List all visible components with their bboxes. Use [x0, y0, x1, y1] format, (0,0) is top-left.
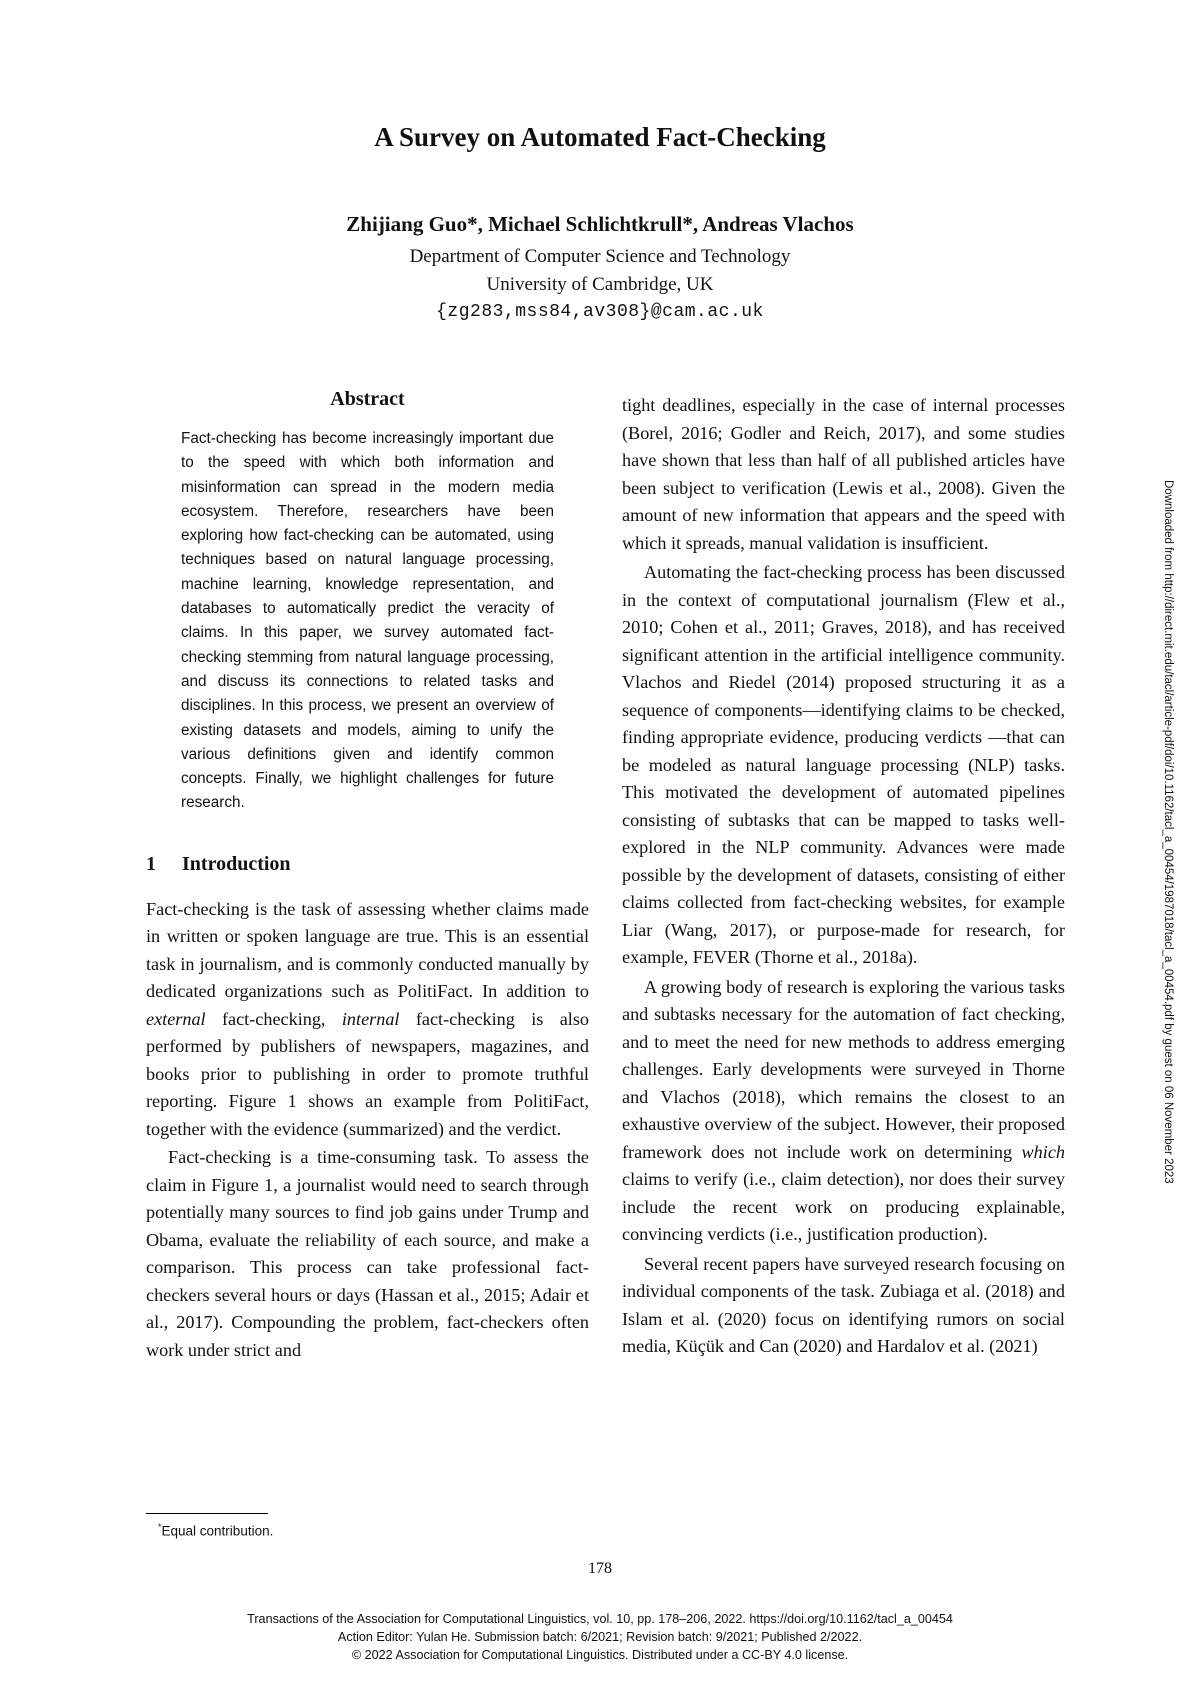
editor-batch-line: Action Editor: Yulan He. Submission batch: 6/2021; Revision batch: 9/2021; Published 2/2022. [337, 1630, 863, 1644]
footnote-mark: * [158, 1522, 162, 1532]
intro-paragraph-1: Fact-checking is the task of assessing whether claims made in written or spoken language are true. This is an essential task in journalism, and is commonly conducted manually by dedicated organizations such as PolitiFact. In addition to external fact-checking, internal fact-checking is also performed by publishers of newspapers, magazines, and books prior to publishing in order to promote truthful reporting. Figure 1 shows an example from PolitiFact, together with the evidence (summarized) and the verdict. [146, 898, 589, 1139]
abstract-heading: Abstract [330, 388, 405, 410]
intro-paragraph-3: tight deadlines, especially in the case of internal processes (Borel, 2016; Godler and Reich, 2017), and some studies have shown that less than half of all published articles have been subject to verification (Lewis et al., 2008). Given the amount of new information that appears and the speed with which it spreads, manual validation is insufficient. [622, 395, 1065, 553]
download-watermark-text: Downloaded from http://direct.mit.edu/tacl/article-pdf/doi/10.1162/tacl_a_00454/1987018/tacl_a_00454.pdf by guest on 06 November 2023 [1162, 480, 1174, 1184]
affiliation-department: Department of Computer Science and Technology [409, 246, 791, 267]
abstract-text: Fact-checking has become increasingly important due to the speed with which both information and misinformation can spread in the modern media ecosystem. Therefore, researchers have been exploring how fact-checking can be automated, using techniques based on natural language processing, machine learning, knowledge representation, and databases to automatically predict the veracity of claims. In this paper, we survey automated fact-checking stemming from natural language processing, and discuss its connections to related tasks and disciplines. In this process, we present an overview of existing datasets and models, aiming to unify the various definitions given and identify common concepts. Finally, we highlight challenges for future research. [181, 430, 554, 812]
author-emails: {zg283,mss84,av308}@cam.ac.uk [436, 302, 764, 322]
intro-paragraph-6: Several recent papers have surveyed research focusing on individual components of the task. Zubiaga et al. (2018) and Islam et al. (2020) focus on identifying rumors on social media, Küçük and Can (2020) and Hardalov et al. (2021) [622, 1253, 1065, 1356]
emphasis-internal: internal [341, 1008, 400, 1029]
intro-paragraph-4: Automating the fact-checking process has been discussed in the context of computational journalism (Flew et al., 2010; Cohen et al., 2011; Graves, 2018), and has received significant attention in the artificial intelligence community. Vlachos and Riedel (2014) proposed structuring it as a sequence of components—identifying claims to be checked, finding appropriate evidence, producing verdicts —that can be modeled as natural language processing (NLP) tasks. This motivated the development of automated pipelines consisting of subtasks that can be mapped to tasks well-explored in the NLP community. Advances were made possible by the development of datasets, consisting of either claims collected from fact-checking websites, for example Liar (Wang, 2017), or purpose-made for research, for example, FEVER (Thorne et al., 2018a). [622, 562, 1065, 967]
intro-paragraph-5: A growing body of research is exploring the various tasks and subtasks necessary for the automation of fact checking, and to meet the need for new methods to address emerging challenges. Early developments were surveyed in Thorne and Vlachos (2018), which remains the closest to an exhaustive overview of the subject. However, their proposed framework does not include work on determining which claims to verify (i.e., claim detection), nor does their survey include the recent work on producing explainable, convincing verdicts (i.e., justification production). [622, 976, 1065, 1244]
page-number: 178 [588, 1560, 612, 1577]
license-line: © 2022 Association for Computational Linguistics. Distributed under a CC-BY 4.0 license. [351, 1648, 849, 1662]
affiliation-university: University of Cambridge, UK [486, 274, 714, 295]
right-column [622, 392, 1065, 1363]
paper-title: A Survey on Automated Fact-Checking [374, 122, 826, 152]
emphasis-which: which [1021, 1141, 1065, 1162]
emphasis-external: external [146, 1008, 206, 1029]
journal-citation-line: Transactions of the Association for Computational Linguistics, vol. 10, pp. 178–206, 2022. https://doi.org/10.1162/tacl_a_00454 [247, 1612, 953, 1626]
author-list: Zhijiang Guo*, Michael Schlichtkrull*, Andreas Vlachos [346, 212, 854, 236]
download-watermark [1154, 480, 1174, 1240]
footnote-text: Equal contribution. [161, 1523, 274, 1539]
section-number: 1 [146, 852, 156, 875]
intro-paragraph-2: Fact-checking is a time-consuming task. To assess the claim in Figure 1, a journalist would need to search through potentially many sources to find job gains under Trump and Obama, evaluate the reliability of each source, and make a comparison. This process can take professional fact-checkers several hours or days (Hassan et al., 2015; Adair et al., 2017). Compounding the problem, fact-checkers often work under strict and [146, 1147, 589, 1360]
left-column [146, 388, 589, 1364]
section-heading-introduction [146, 853, 589, 876]
footnote-rule [146, 1513, 268, 1514]
footnote [158, 1522, 273, 1539]
section-title: Introduction [182, 852, 291, 875]
